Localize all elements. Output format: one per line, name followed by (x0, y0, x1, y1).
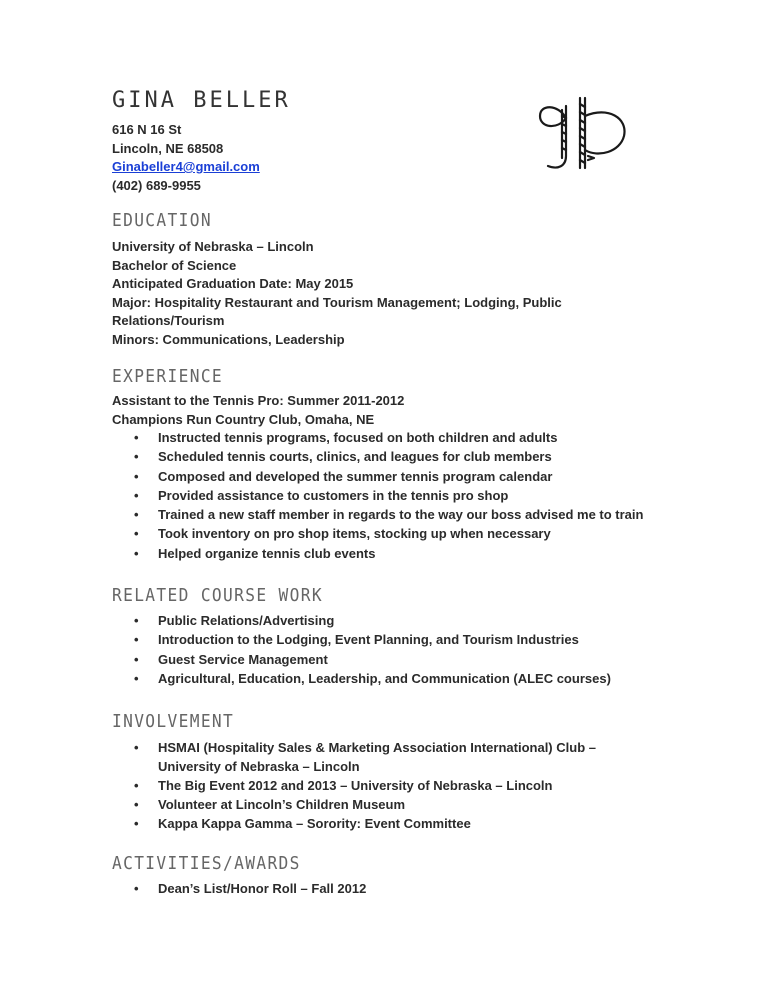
list-item: • HSMAI (Hospitality Sales & Marketing Association International) Club – University of Nebraska – Lincoln (134, 740, 596, 774)
coursework-block (112, 612, 652, 689)
list-item: • Guest Service Management (134, 651, 328, 667)
involvement-heading: INVOLVEMENT (112, 711, 235, 732)
education-degree: Bachelor of Science (112, 257, 237, 273)
education-graduation: Anticipated Graduation Date: May 2015 (112, 276, 354, 291)
list-item: • Public Relations/Advertising (134, 613, 335, 628)
list-item: • Agricultural, Education, Leadership, and Communication (ALEC courses) (134, 670, 611, 686)
experience-heading: EXPERIENCE (112, 366, 224, 387)
list-item: • Volunteer at Lincoln’s Children Museum (134, 797, 406, 813)
list-item: • Scheduled tennis courts, clinics, and leagues for club members (134, 449, 552, 465)
job-title: Assistant to the Tennis Pro: Summer 2011-2012 (112, 393, 405, 408)
gb-monogram-icon (536, 96, 632, 176)
job-employer: Champions Run Country Club, Omaha, NE (112, 411, 375, 427)
experience-block (112, 392, 652, 564)
list-item: • The Big Event 2012 and 2013 – University of Nebraska – Lincoln (134, 777, 553, 793)
applicant-name: GINA BELLER (112, 88, 291, 113)
education-minors: Minors: Communications, Leadership (112, 331, 345, 347)
list-item: • Trained a new staff member in regards to the way our boss advised me to train (134, 507, 644, 523)
education-major: Major: Hospitality Restaurant and Tourism Management; Lodging, Public (112, 294, 562, 310)
contact-block (112, 121, 260, 195)
list-item: • Introduction to the Lodging, Event Planning, and Tourism Industries (134, 632, 579, 648)
involvement-block (112, 739, 612, 835)
involvement-bullets (112, 739, 612, 834)
list-item: • Composed and developed the summer tennis program calendar (134, 468, 553, 484)
email-link[interactable]: Ginabeller4@gmail.com (112, 159, 260, 174)
education-school: University of Nebraska – Lincoln (112, 239, 314, 254)
coursework-bullets (112, 612, 652, 688)
address-line-1: 616 N 16 St (112, 122, 182, 137)
experience-bullets (112, 429, 652, 563)
activities-block (112, 880, 652, 899)
activities-heading: ACTIVITIES/AWARDS (112, 853, 301, 874)
phone-number: (402) 689-9955 (112, 177, 201, 193)
address-line-2: Lincoln, NE 68508 (112, 140, 224, 156)
education-block (112, 238, 652, 349)
coursework-heading: RELATED COURSE WORK (112, 585, 323, 606)
education-heading: EDUCATION (112, 210, 212, 231)
list-item: • Provided assistance to customers in the tennis pro shop (134, 487, 509, 503)
education-major-cont: Relations/Tourism (112, 313, 225, 328)
activities-bullets (112, 880, 652, 899)
list-item: • Kappa Kappa Gamma – Sorority: Event Committee (134, 816, 471, 832)
list-item: • Helped organize tennis club events (134, 545, 376, 561)
list-item: • Instructed tennis programs, focused on both children and adults (134, 430, 558, 445)
list-item: • Took inventory on pro shop items, stocking up when necessary (134, 526, 551, 542)
list-item: • Dean’s List/Honor Roll – Fall 2012 (134, 881, 367, 896)
